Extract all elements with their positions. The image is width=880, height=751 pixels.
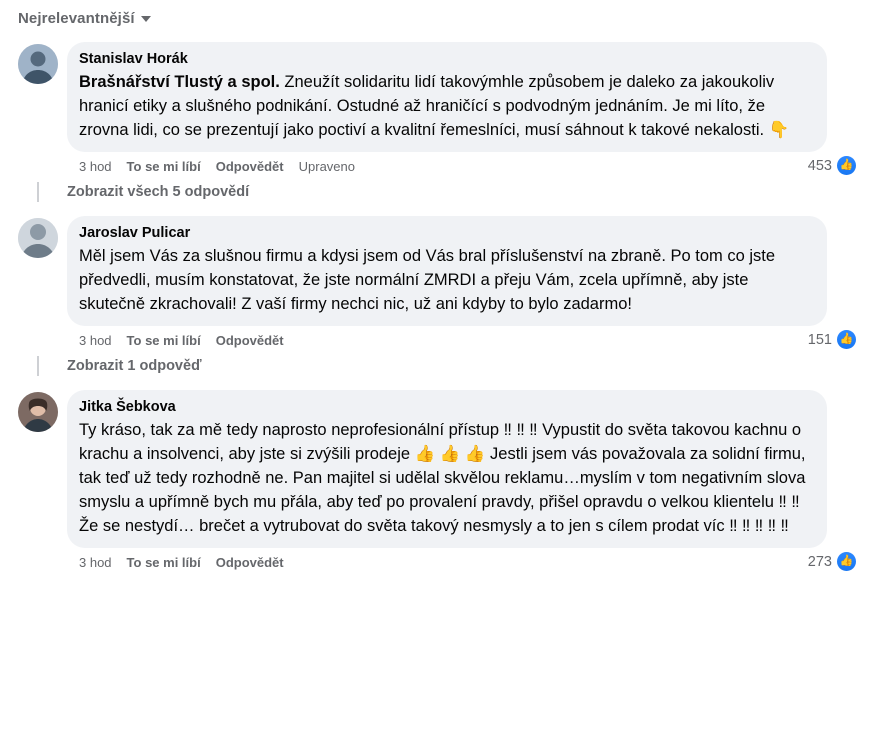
show-replies-label[interactable]: Zobrazit všech 5 odpovědí	[67, 184, 250, 200]
like-button[interactable]: To se mi líbí	[126, 333, 201, 348]
comment-actions	[67, 326, 866, 350]
reaction-number: 273	[807, 553, 832, 570]
next-comment-partial	[14, 572, 866, 578]
comment-actions	[67, 548, 866, 572]
reaction-number: 151	[807, 331, 832, 348]
comment-text: Měl jsem Vás za slušnou firmu a kdysi jsem od Vás bral příslušenství na zbraně. Po tom co jste předvedli, musím konstatovat, že jste normální ZMRDI a přeju Vám, zcela upřímně, aby jste skutečně zkrachovali! Z vaší firmy nechci nic, už ani kdyby to bylo zadarmo!	[79, 247, 780, 313]
comment-sort-selector[interactable]	[14, 0, 866, 36]
reaction-count[interactable]	[808, 156, 856, 175]
like-button[interactable]: To se mi líbí	[126, 159, 201, 174]
comment-text: Ty kráso, tak za mě tedy naprosto neprofesionální přístup ‼ ‼ ‼ Vypustit do světa takovou kachnu o krachu a insolvenci, aby jste si zvýšili prodeje 👍 👍 👍 Jestli jsem vás považovala za solidní firmu, tak teď už tedy rozhodně ne. Pan majitel si udělal skvělou reklamu…myslím v tom negativním slova smyslu a upřímně bych mu přála, aby teď po provalení pravdy, přišel opravdu o velkou klientelu ‼ ‼ Že se nestydí… brečet a vytrubovat do světa takový nesmysly a to jen s cílem prodat víc ‼ ‼ ‼ ‼ ‼	[79, 421, 811, 535]
reaction-number: 453	[807, 157, 832, 174]
comment-author[interactable]: Jaroslav Pulicar	[79, 225, 191, 241]
comment-item	[14, 384, 866, 572]
comment-body	[67, 42, 866, 176]
chevron-down-icon	[141, 16, 151, 22]
comment-author[interactable]: Jitka Šebkova	[79, 399, 176, 415]
show-replies-row[interactable]	[14, 350, 866, 384]
comment-text	[79, 70, 815, 142]
reply-button[interactable]: Odpovědět	[215, 555, 284, 570]
comment-body	[67, 390, 866, 572]
reaction-count[interactable]	[808, 330, 856, 349]
avatar[interactable]	[18, 44, 58, 84]
show-replies-label[interactable]: Zobrazit 1 odpověď	[67, 358, 202, 374]
comment-bubble	[67, 390, 827, 548]
avatar[interactable]	[18, 218, 58, 258]
comment-actions	[67, 152, 866, 176]
reply-thread-line	[18, 182, 58, 202]
comment-sort-label: Nejrelevantnější	[18, 9, 135, 27]
comment-body	[67, 216, 866, 350]
comment-timestamp[interactable]: 3 hod	[79, 333, 112, 348]
reply-button[interactable]: Odpovědět	[215, 159, 284, 174]
comment-timestamp[interactable]: 3 hod	[79, 555, 112, 570]
thumbs-up-icon: 👍	[837, 552, 856, 571]
reply-thread-line	[18, 356, 58, 376]
comment-item	[14, 210, 866, 350]
comment-author[interactable]: Stanislav Horák	[79, 51, 188, 67]
comment-item	[14, 36, 866, 176]
reaction-count[interactable]	[808, 552, 856, 571]
avatar[interactable]	[18, 392, 58, 432]
comment-bubble	[67, 216, 827, 326]
thumbs-up-icon: 👍	[837, 330, 856, 349]
like-button[interactable]: To se mi líbí	[126, 555, 201, 570]
comment-bubble	[67, 42, 827, 152]
show-replies-row[interactable]	[14, 176, 866, 210]
thumbs-up-icon: 👍	[837, 156, 856, 175]
comment-text-rest: Zneužít solidaritu lidí takovýmhle způsobem je daleko za jakoukoliv hranicí etiky a slušného podnikání. Ostudné až hraničící s podvodným jednáním. Je mi líto, že zrovna lidi, co se prezentují jako poctiví a kvalitní řemeslníci, musí sáhnout k takové nekalosti. 👇	[79, 73, 790, 139]
reply-button[interactable]: Odpovědět	[215, 333, 284, 348]
edited-label: Upraveno	[298, 159, 355, 174]
comment-timestamp[interactable]: 3 hod	[79, 159, 112, 174]
comment-text-lead: Brašnářství Tlustý a spol.	[79, 73, 280, 91]
